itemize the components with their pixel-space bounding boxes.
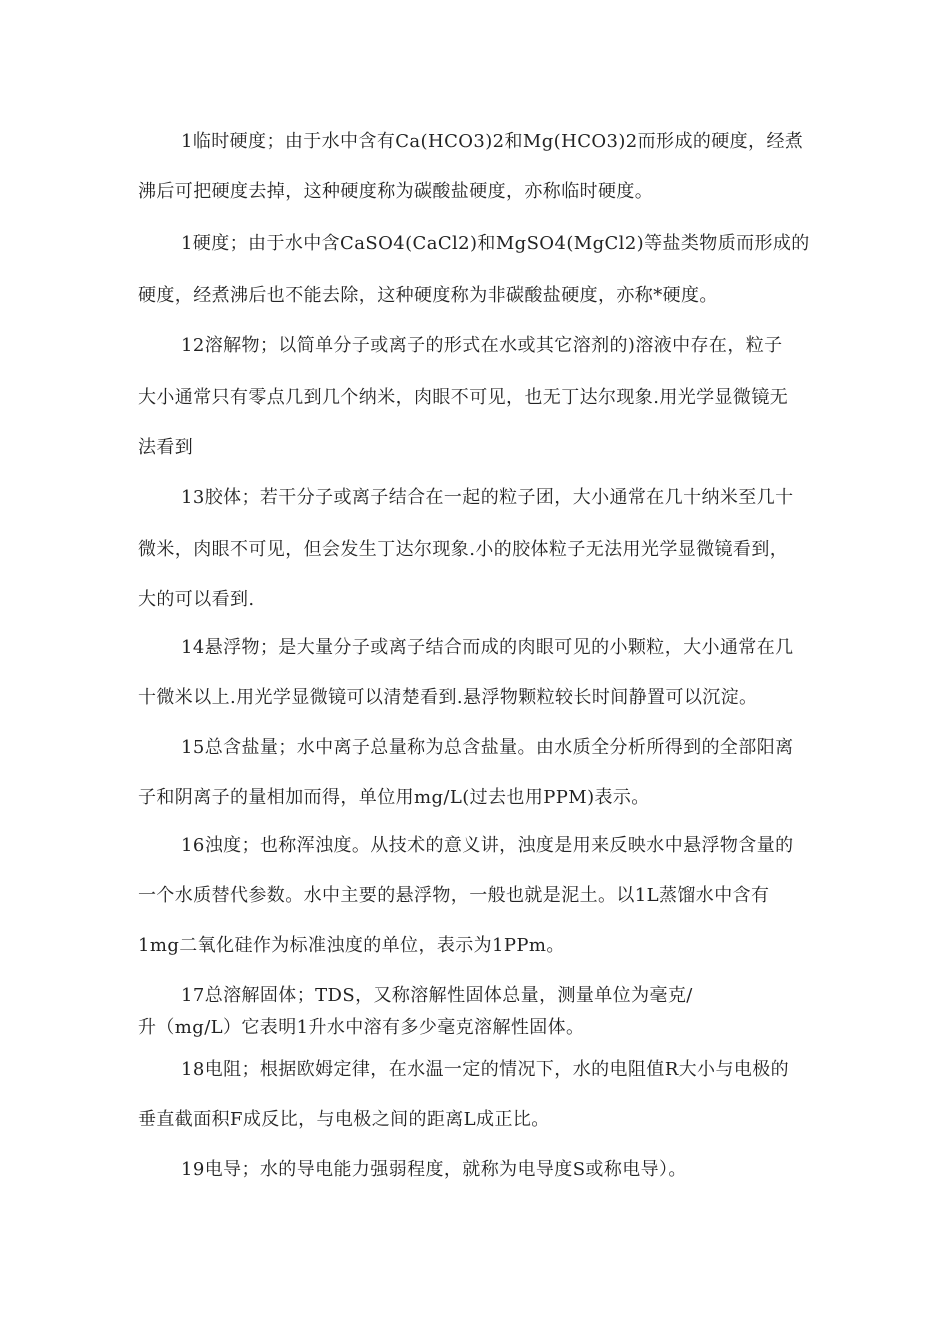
paragraph-7-line-2: 一个水质替代参数。水中主要的悬浮物，一般也就是泥土。以1L蒸馏水中含有 [138, 885, 770, 906]
paragraph-5-line-2: 十微米以上.用光学显微镜可以清楚看到.悬浮物颗粒较长时间静置可以沉淀。 [138, 687, 758, 708]
paragraph-9-line-2: 垂直截面积F成反比，与电极之间的距离L成正比。 [138, 1109, 550, 1130]
paragraph-6-line-1: 15总含盐量；水中离子总量称为总含盐量。由水质全分析所得到的全部阳离 [181, 737, 794, 758]
paragraph-3-line-3: 法看到 [138, 437, 194, 458]
paragraph-2-line-1: 1硬度；由于水中含CaSO4(CaCl2)和MgSO4(MgCl2)等盐类物质而形成的 [181, 233, 810, 254]
paragraph-7-line-3: 1mg二氧化硅作为标准浊度的单位，表示为1PPm。 [138, 935, 565, 956]
paragraph-4-line-1: 13胶体；若干分子或离子结合在一起的粒子团，大小通常在几十纳米至几十 [181, 487, 794, 508]
paragraph-4-line-3: 大的可以看到. [138, 589, 255, 610]
paragraph-10-line-1: 19电导；水的导电能力强弱程度，就称为电导度S或称电导）。 [181, 1159, 687, 1180]
paragraph-3-line-1: 12溶解物；以简单分子或离子的形式在水或其它溶剂的)溶液中存在，粒子 [181, 335, 783, 356]
paragraph-6-line-2: 子和阴离子的量相加而得，单位用mg/L(过去也用PPM)表示。 [138, 787, 650, 808]
paragraph-8-line-2: 升（mg/L）它表明1升水中溶有多少毫克溶解性固体。 [138, 1017, 585, 1038]
paragraph-7-line-1: 16浊度；也称浑浊度。从技术的意义讲，浊度是用来反映水中悬浮物含量的 [181, 835, 794, 856]
paragraph-9-line-1: 18电阻；根据欧姆定律，在水温一定的情况下，水的电阻值R大小与电极的 [181, 1059, 790, 1080]
paragraph-1-line-1: 1临时硬度；由于水中含有Ca(HCO3)2和Mg(HCO3)2而形成的硬度，经煮 [181, 131, 804, 152]
paragraph-4-line-2: 微米，肉眼不可见，但会发生丁达尔现象.小的胶体粒子无法用光学显微镜看到， [138, 539, 789, 560]
paragraph-1-line-2: 沸后可把硬度去掉，这种硬度称为碳酸盐硬度，亦称临时硬度。 [138, 181, 654, 202]
paragraph-2-line-2: 硬度，经煮沸后也不能去除，这种硬度称为非碳酸盐硬度，亦称*硬度。 [138, 285, 718, 306]
paragraph-5-line-1: 14悬浮物；是大量分子或离子结合而成的肉眼可见的小颗粒，大小通常在几 [181, 637, 794, 658]
paragraph-8-line-1: 17总溶解固体；TDS，又称溶解性固体总量，测量单位为毫克/ [181, 985, 693, 1006]
paragraph-3-line-2: 大小通常只有零点几到几个纳米，肉眼不可见，也无丁达尔现象.用光学显微镜无 [138, 387, 789, 408]
